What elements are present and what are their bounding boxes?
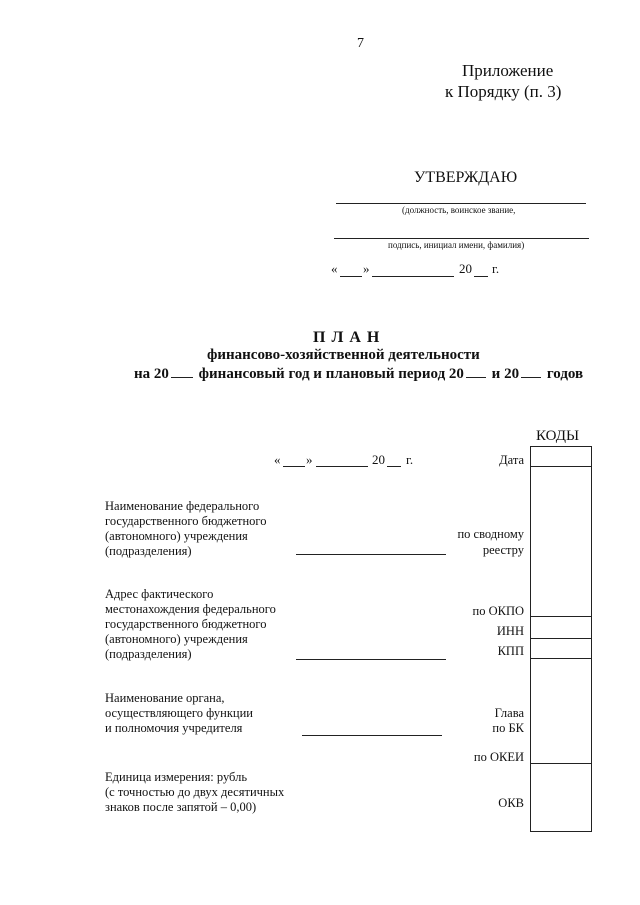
position-line xyxy=(336,203,586,204)
founder-body-label: Наименование органа, осуществляющего функции и полномочия учредителя xyxy=(105,691,253,735)
plan-period-c: и 20 xyxy=(491,366,520,382)
svod-label-1: по сводному xyxy=(457,527,524,541)
approval-title: УТВЕРЖДАЮ xyxy=(414,169,518,186)
date-year-prefix: 20 xyxy=(372,452,385,467)
plan-period-d: годов xyxy=(546,366,584,382)
approval-date-open: « xyxy=(331,261,338,276)
okpo-label: по ОКПО xyxy=(472,604,524,618)
appendix-line-1: Приложение xyxy=(462,61,554,80)
approval-month-line xyxy=(372,276,454,277)
plan-subtitle: финансово-хозяйственной деятельности xyxy=(207,347,480,363)
okei-label: по ОКЕИ xyxy=(473,750,524,764)
date-year-line xyxy=(387,466,401,467)
signature-caption: подпись, инициал имени, фамилия) xyxy=(388,240,525,250)
approval-year-line xyxy=(474,276,488,277)
signature-line xyxy=(334,238,589,239)
inn-label: ИНН xyxy=(496,624,524,638)
glava-label-2: по БК xyxy=(492,721,524,735)
glava-label-1: Глава xyxy=(494,706,524,720)
page-number: 7 xyxy=(357,36,364,51)
date-month-line xyxy=(316,466,368,467)
position-caption: (должность, воинское звание, xyxy=(402,205,516,215)
address-line[interactable] xyxy=(296,659,446,660)
approval-year-prefix: 20 xyxy=(459,261,472,276)
date-open: « xyxy=(274,452,281,467)
approval-year-suffix: г. xyxy=(492,261,500,276)
codes-divider-date xyxy=(530,466,591,467)
approval-date-close: » xyxy=(363,261,370,276)
codes-box xyxy=(530,446,592,832)
plan-year-blank xyxy=(171,365,193,378)
okv-label: ОКВ xyxy=(498,796,524,810)
codes-divider-okpo xyxy=(530,616,591,617)
plan-period-b: финансовый год и плановый период 20 xyxy=(198,366,464,382)
unit-label: Единица измерения: рубль (с точностью до двух десятичных знаков после запятой – 0,00) xyxy=(105,770,285,814)
approval-day-line xyxy=(340,276,362,277)
date-close: » xyxy=(306,452,313,467)
date-day-line xyxy=(283,466,305,467)
date-year-suffix: г. xyxy=(406,452,414,467)
codes-divider-okei xyxy=(530,763,591,764)
plan-year-blank-2 xyxy=(466,365,486,378)
plan-year-blank-3 xyxy=(521,365,541,378)
codes-divider-inn xyxy=(530,638,591,639)
plan-title: П Л А Н xyxy=(313,329,381,346)
kpp-label: КПП xyxy=(497,644,524,658)
codes-divider-kpp xyxy=(530,658,591,659)
address-label: Адрес фактического местонахождения федерального государственного бюджетного (автономного) учреждения (подразделения) xyxy=(105,587,276,661)
appendix-line-2: к Порядку (п. 3) xyxy=(445,82,562,101)
institution-name-label: Наименование федерального государственного бюджетного (автономного) учреждения (подразделения) xyxy=(105,499,267,558)
codes-header: КОДЫ xyxy=(536,428,580,444)
svod-label-2: реестру xyxy=(482,543,524,557)
date-code-label: Дата xyxy=(499,453,524,467)
plan-period xyxy=(134,365,583,383)
plan-period-a: на 20 xyxy=(134,366,169,382)
